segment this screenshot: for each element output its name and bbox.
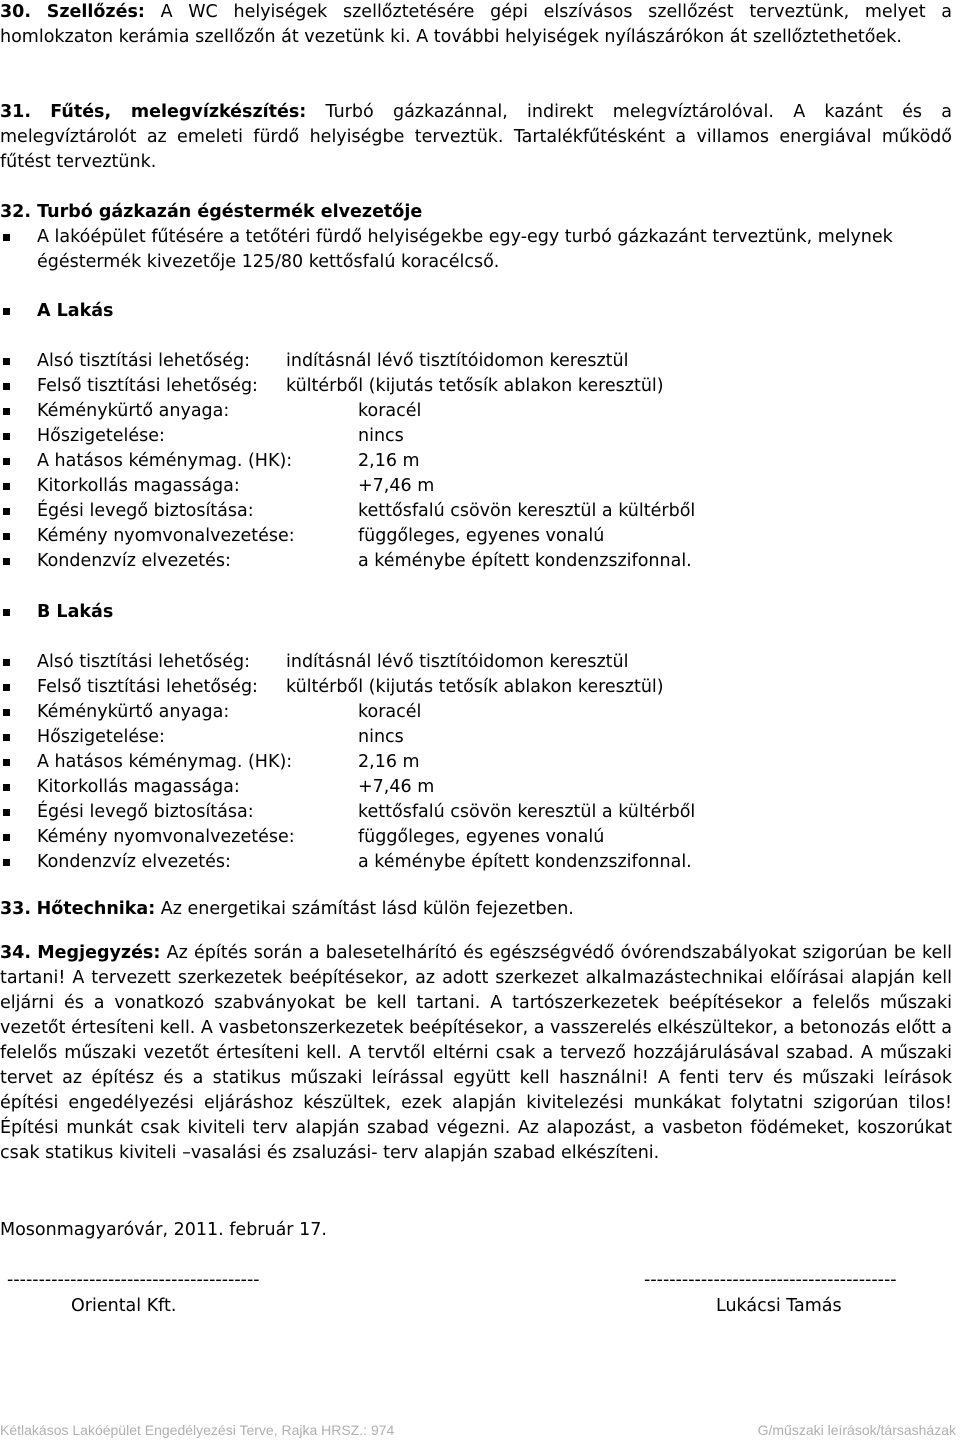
spec-row	[0, 825, 952, 850]
section-34	[0, 941, 952, 1166]
signature-name-left: Oriental Kft.	[71, 1296, 177, 1316]
bullet-icon	[3, 558, 10, 565]
flat-b-title: B Lakás	[37, 602, 114, 622]
bullet-icon	[3, 609, 10, 616]
spec-value: függőleges, egyenes vonalú	[358, 827, 605, 847]
spec-value: nincs	[358, 727, 404, 747]
bullet-icon	[3, 383, 10, 390]
spec-value: kettősfalú csövön keresztül a kültérből	[358, 501, 696, 521]
spec-row	[0, 499, 952, 524]
spec-label: A hatásos kéménymag. (HK):	[37, 752, 293, 772]
spec-label: Kéménykürtő anyaga:	[37, 401, 230, 421]
spec-row	[0, 474, 952, 499]
intro-bullet	[0, 225, 952, 275]
section-number: 31.	[0, 102, 32, 122]
footer-right: G/műszaki leírások/társasházak	[757, 1422, 956, 1438]
spec-value: a kéménybe épített kondenzszifonnal.	[358, 551, 692, 571]
section-text: A WC helyiségek szellőztetésére gépi elszívásos szellőzést terveztünk, melyet a homlokzaton kerámia szellőzőn át vezetünk ki. A további helyiségek nyílászárókon át szellőztethetőek.	[0, 2, 952, 47]
bullet-icon	[3, 809, 10, 816]
section-text: Az építés során a balesetelhárító és egészségvédő óvórendszabályokat szigorúan be kell tartani! A tervezett szerkezetek beépítésekor, az adott szerkezet alkalmazástechnikai előírásai alapján kell eljárni és a vonatkozó szabványokat be kell tartani. A tartószerkezetek beépítésekor a felelős műszaki vezetőt értesíteni kell. A vasbetonszerkezetek beépítésekor, a vasszerelés elkészültekor, a betonozás előtt a felelős műszaki vezetőt értesíteni kell. A tervtől eltérni csak a tervező hozzájárulásával szabad. A műszaki tervet az építész és a statikus műszaki leírással együtt kell használni! A fenti terv és műszaki leírások építési engedélyezési eljáráshoz készültek, ezek alapján kivitelezési munkákat folytatni szigorúan tilos! Építési munkát csak kiviteli terv alapján szabad végezni. Az alapozást, a vasbeton födémeket, koszorúkat csak statikus kiviteli –vasalási és zsaluzási- terv alapján szabad elkészíteni.	[0, 943, 952, 1163]
spec-label: Kondenzvíz elvezetés:	[37, 852, 231, 872]
spec-label: Hőszigetelése:	[37, 426, 165, 446]
spec-value: indításnál lévő tisztítóidomon keresztül	[286, 351, 629, 371]
spec-label: Felső tisztítási lehetőség:	[37, 677, 258, 697]
bullet-icon	[3, 483, 10, 490]
place-date: Mosonmagyaróvár, 2011. február 17.	[0, 1220, 327, 1240]
spec-value: nincs	[358, 426, 404, 446]
spec-label: Felső tisztítási lehetőség:	[37, 376, 258, 396]
spec-label: Alsó tisztítási lehetőség:	[37, 652, 251, 672]
spec-value: +7,46 m	[358, 476, 435, 496]
section-33	[0, 897, 952, 922]
section-title: Szellőzés:	[46, 2, 145, 22]
spec-value: kettősfalú csövön keresztül a kültérből	[358, 802, 696, 822]
bullet-icon	[3, 408, 10, 415]
bullet-icon	[3, 859, 10, 866]
section-31	[0, 100, 952, 175]
bullet-icon	[3, 308, 10, 315]
spec-value: a kéménybe épített kondenzszifonnal.	[358, 852, 692, 872]
spec-row	[0, 775, 952, 800]
spec-label: Kitorkollás magassága:	[37, 777, 240, 797]
section-title: Hőtechnika:	[36, 899, 156, 919]
section-title: Fűtés, melegvízkészítés:	[50, 102, 307, 122]
spec-label: A hatásos kéménymag. (HK):	[37, 451, 293, 471]
spec-label: Hőszigetelése:	[37, 727, 165, 747]
spec-label: Égési levegő biztosítása:	[37, 802, 254, 822]
spec-label: Kémény nyomvonalvezetése:	[37, 526, 295, 546]
flat-a-title: A Lakás	[37, 301, 114, 321]
spec-label: Kondenzvíz elvezetés:	[37, 551, 231, 571]
bullet-icon	[3, 659, 10, 666]
footer-left: Kétlakásos Lakóépület Engedélyezési Terve, Rajka HRSZ.: 974	[0, 1422, 395, 1438]
spec-label: Égési levegő biztosítása:	[37, 501, 254, 521]
spec-row	[0, 374, 952, 399]
spec-label: Kémény nyomvonalvezetése:	[37, 827, 295, 847]
spec-row	[0, 399, 952, 424]
bullet-icon	[3, 784, 10, 791]
bullet-icon	[3, 684, 10, 691]
spec-row	[0, 449, 952, 474]
spec-row	[0, 750, 952, 775]
signature-name-right: Lukácsi Tamás	[716, 1296, 842, 1316]
section-text: Turbó gázkazánnal, indirekt melegvíztárolóval. A kazánt és a melegvíztárolót az emeleti fürdő helyiségbe terveztük. Tartalékfűtésként a villamos energiával működő fűtést terveztünk.	[0, 102, 952, 172]
section-30	[0, 0, 952, 50]
spec-label: Kéménykürtő anyaga:	[37, 702, 230, 722]
bullet-icon	[3, 458, 10, 465]
spec-label: Kitorkollás magassága:	[37, 476, 240, 496]
spec-value: indításnál lévő tisztítóidomon keresztül	[286, 652, 629, 672]
spec-value: koracél	[358, 702, 422, 722]
spec-row	[0, 850, 952, 875]
spec-value: +7,46 m	[358, 777, 435, 797]
spec-row	[0, 725, 952, 750]
bullet-icon	[3, 508, 10, 515]
spec-label: Alsó tisztítási lehetőség:	[37, 351, 251, 371]
spec-row	[0, 800, 952, 825]
section-title: Megjegyzés:	[37, 943, 161, 963]
bullet-icon	[3, 734, 10, 741]
section-number: 33.	[0, 899, 32, 919]
bullet-icon	[3, 834, 10, 841]
bullet-icon	[3, 358, 10, 365]
spec-value: függőleges, egyenes vonalú	[358, 526, 605, 546]
spec-row	[0, 349, 952, 374]
spec-value: 2,16 m	[358, 451, 420, 471]
section-number: 30.	[0, 2, 32, 22]
section-32-heading: 32. Turbó gázkazán égéstermék elvezetője	[0, 202, 423, 222]
bullet-icon	[3, 234, 10, 241]
intro-text: A lakóépület fűtésére a tetőtéri fürdő helyiségekbe egy-egy turbó gázkazánt terveztünk, melynek égéstermék kivezetője 125/80 kettősfalú koracélcső.	[37, 227, 893, 272]
spec-value: kültérből (kijutás tetősík ablakon keresztül)	[286, 677, 664, 697]
spec-row	[0, 700, 952, 725]
spec-row	[0, 549, 952, 574]
bullet-icon	[3, 759, 10, 766]
spec-row	[0, 650, 952, 675]
bullet-icon	[3, 533, 10, 540]
section-text: Az energetikai számítást lásd külön fejezetben.	[155, 899, 574, 919]
spec-row	[0, 675, 952, 700]
section-number: 34.	[0, 943, 32, 963]
spec-value: kültérből (kijutás tetősík ablakon keresztül)	[286, 376, 664, 396]
bullet-icon	[3, 709, 10, 716]
spec-value: koracél	[358, 401, 422, 421]
spec-value: 2,16 m	[358, 752, 420, 772]
bullet-icon	[3, 433, 10, 440]
signature-line-right: ----------------------------------------	[644, 1270, 897, 1290]
spec-row	[0, 524, 952, 549]
spec-row	[0, 424, 952, 449]
signature-line-left: ----------------------------------------	[7, 1270, 260, 1290]
